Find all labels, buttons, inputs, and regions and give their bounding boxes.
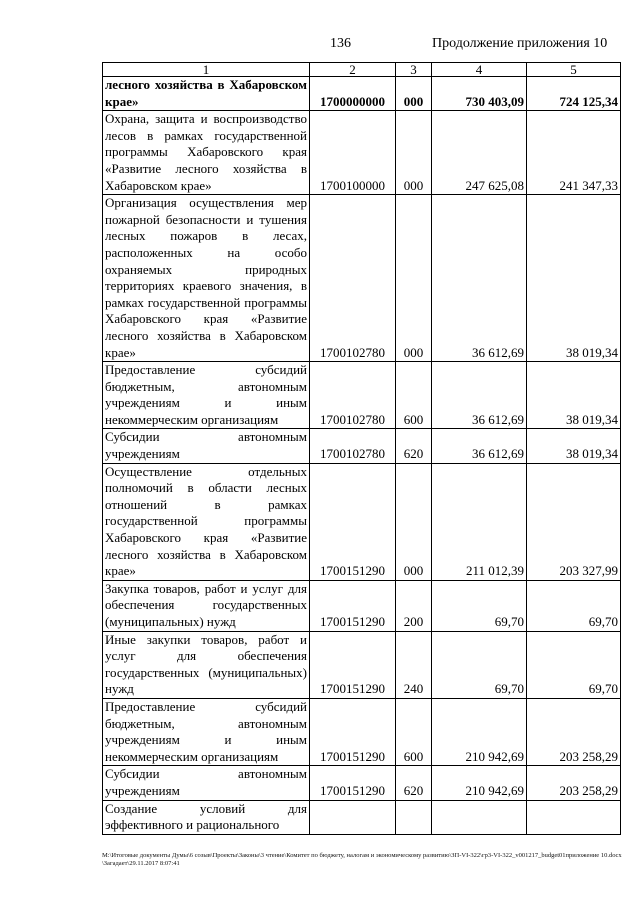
table-row: [103, 580, 621, 631]
column-header: 2: [310, 63, 396, 77]
column-header: 4: [432, 63, 527, 77]
row-name: Предоставление субсидий бюджетным, автономным учреждениям и иным некоммерческим организациям: [103, 362, 310, 429]
file-path-footer: M:\Итоговые документы Думы\6 созыв\Проекты\Законы\3 чтение\Комитет по бюджету, налогам и экономическому развитию\ЗП-VI-322\гр3-VI-322_v001217_budget01приложение 10.docx\Загадает\29.11.2017 8:07:41: [102, 852, 622, 867]
row-code: 1700100000: [310, 111, 396, 195]
table-row: [103, 195, 621, 362]
row-code: 1700151290: [310, 698, 396, 765]
row-amount-1: 210 942,69: [432, 698, 527, 765]
row-amount-1: 69,70: [432, 631, 527, 698]
row-name: Закупка товаров, работ и услуг для обеспечения государственных (муниципальных) нужд: [103, 580, 310, 631]
row-amount-2: 69,70: [527, 580, 621, 631]
row-name: Иные закупки товаров, работ и услуг для обеспечения государственных (муниципальных) нужд: [103, 631, 310, 698]
table-row: [103, 463, 621, 580]
column-header: 1: [103, 63, 310, 77]
budget-table: [102, 62, 621, 835]
row-vr: 240: [396, 631, 432, 698]
row-amount-1: 210 942,69: [432, 766, 527, 800]
row-vr: 200: [396, 580, 432, 631]
row-code: 1700102780: [310, 429, 396, 463]
table-row: [103, 631, 621, 698]
table-row: [103, 698, 621, 765]
row-name: Охрана, защита и воспроизводство лесов в рамках государственной программы Хабаровского края «Развитие лесного хозяйства в Хабаровском крае»: [103, 111, 310, 195]
table-header-row: [103, 63, 621, 77]
row-name: Организация осуществления мер пожарной безопасности и тушения лесных пожаров в лесах, расположенных на особо охраняемых природных территориях краевого значения, в рамках государственной программы Хабаровского края «Развитие лесного хозяйства в Хабаровском крае»: [103, 195, 310, 362]
column-header: 3: [396, 63, 432, 77]
row-name: Субсидии автономным учреждениям: [103, 429, 310, 463]
row-code: 1700151290: [310, 766, 396, 800]
row-name: Осуществление отдельных полномочий в области лесных отношений в рамках государственной программы Хабаровского края «Развитие лесного хозяйства в Хабаровском крае»: [103, 463, 310, 580]
row-name: лесного хозяйства в Хабаровском крае»: [103, 77, 310, 111]
row-amount-2: 724 125,34: [527, 77, 621, 111]
page-number: 136: [330, 36, 351, 51]
row-amount-2: 203 327,99: [527, 463, 621, 580]
row-amount-2: 203 258,29: [527, 766, 621, 800]
table-row: [103, 766, 621, 800]
row-vr: 000: [396, 463, 432, 580]
row-vr: 000: [396, 77, 432, 111]
row-amount-1: 36 612,69: [432, 362, 527, 429]
column-header: 5: [527, 63, 621, 77]
row-name: Создание условий для эффективного и рационального: [103, 800, 310, 834]
row-vr: 620: [396, 429, 432, 463]
table-row: [103, 111, 621, 195]
table-row: [103, 77, 621, 111]
row-amount-1: 247 625,08: [432, 111, 527, 195]
continuation-heading: Продолжение приложения 10: [432, 36, 608, 51]
row-amount-1: 36 612,69: [432, 429, 527, 463]
row-amount-2: 69,70: [527, 631, 621, 698]
table-row: [103, 362, 621, 429]
row-name: Субсидии автономным учреждениям: [103, 766, 310, 800]
row-vr: 600: [396, 362, 432, 429]
row-code: 1700151290: [310, 463, 396, 580]
row-code: [310, 800, 396, 834]
row-name: Предоставление субсидий бюджетным, автономным учреждениям и иным некоммерческим организациям: [103, 698, 310, 765]
row-code: 1700102780: [310, 362, 396, 429]
row-amount-2: [527, 800, 621, 834]
row-amount-1: 211 012,39: [432, 463, 527, 580]
row-amount-1: 69,70: [432, 580, 527, 631]
row-code: 1700151290: [310, 580, 396, 631]
row-vr: [396, 800, 432, 834]
row-code: 1700102780: [310, 195, 396, 362]
row-amount-2: 241 347,33: [527, 111, 621, 195]
row-amount-2: 38 019,34: [527, 195, 621, 362]
row-amount-1: [432, 800, 527, 834]
row-code: 1700151290: [310, 631, 396, 698]
row-amount-2: 38 019,34: [527, 362, 621, 429]
row-amount-2: 38 019,34: [527, 429, 621, 463]
row-vr: 000: [396, 111, 432, 195]
row-amount-2: 203 258,29: [527, 698, 621, 765]
row-code: 1700000000: [310, 77, 396, 111]
row-vr: 000: [396, 195, 432, 362]
table-row: [103, 800, 621, 834]
row-amount-1: 730 403,09: [432, 77, 527, 111]
row-amount-1: 36 612,69: [432, 195, 527, 362]
table-row: [103, 429, 621, 463]
row-vr: 620: [396, 766, 432, 800]
row-vr: 600: [396, 698, 432, 765]
